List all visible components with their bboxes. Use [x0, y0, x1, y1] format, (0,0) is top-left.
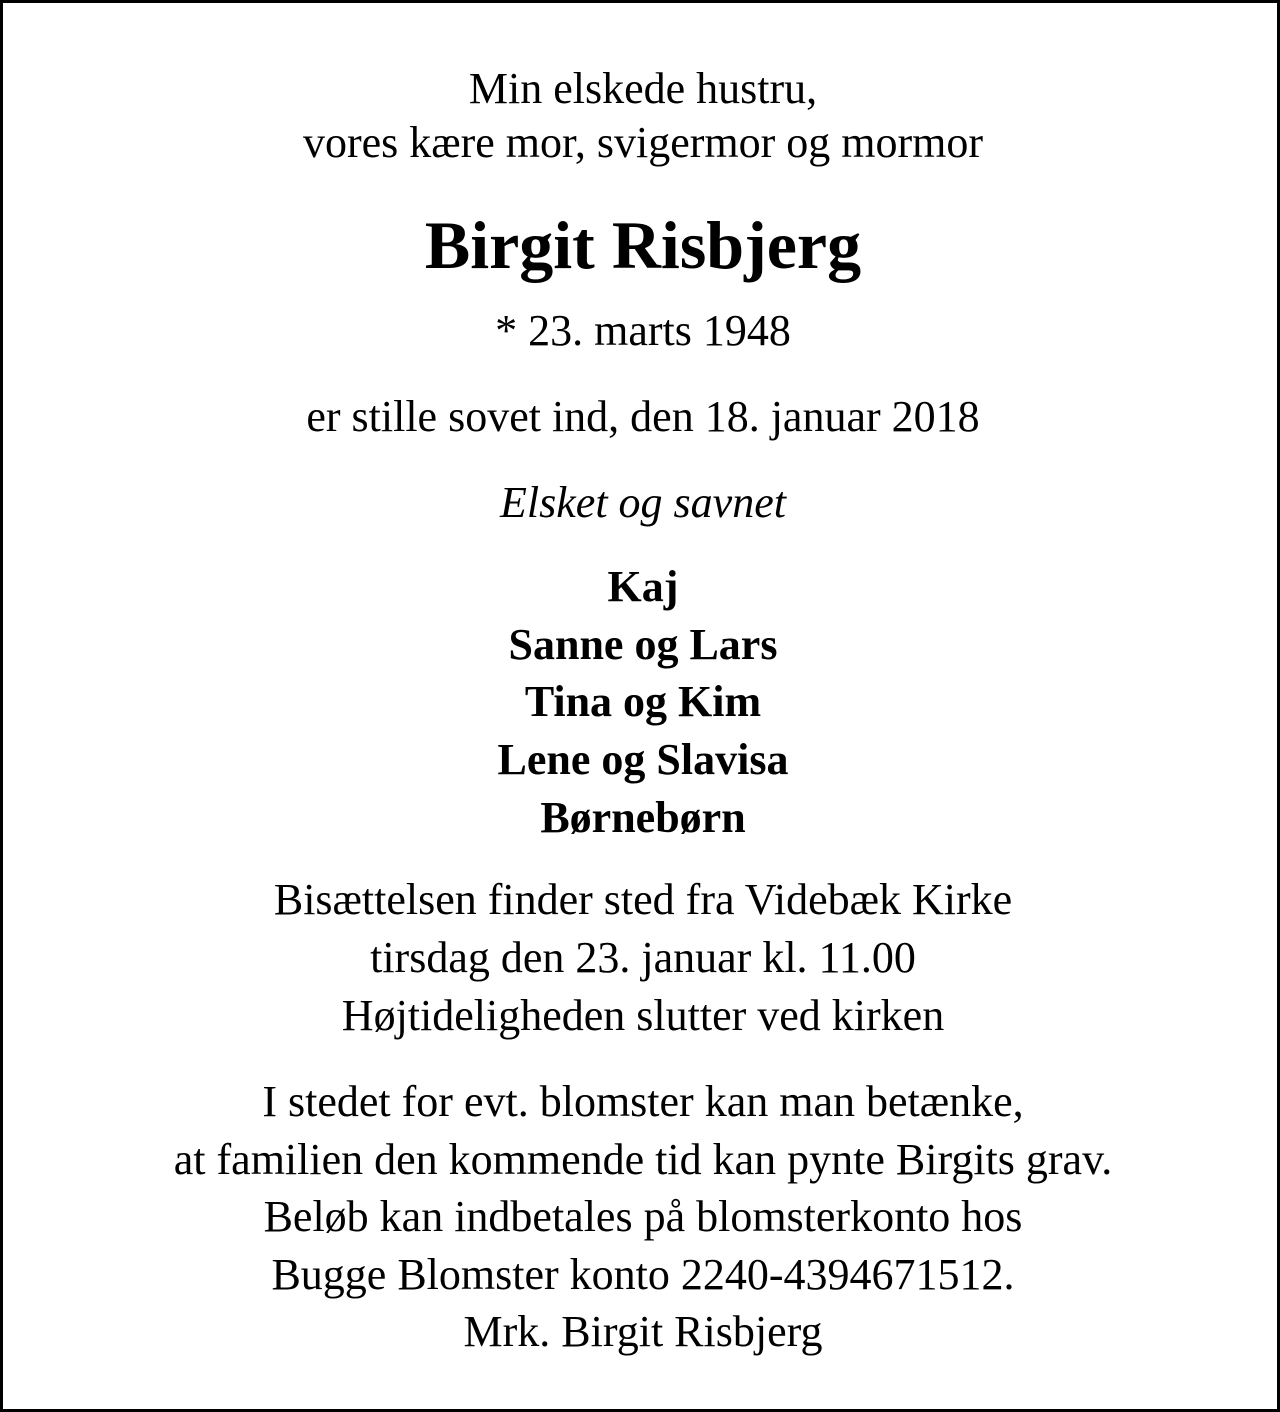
mourner-5: Børnebørn — [540, 793, 746, 842]
funeral-line-3: Højtideligheden slutter ved kirken — [341, 991, 945, 1040]
flowers-line-2: at familien den kommende tid kan pynte Birgits grav. — [173, 1135, 1113, 1184]
funeral-line-2: tirsdag den 23. januar kl. 11.00 — [370, 933, 916, 982]
mourner-3: Tina og Kim — [524, 677, 762, 726]
flowers-line-5: Mrk. Birgit Risbjerg — [463, 1307, 823, 1356]
mourner-2: Sanne og Lars — [508, 620, 778, 669]
intro-line-2: vores kære mor, svigermor og mormor — [302, 118, 984, 167]
motto: Elsket og savnet — [500, 478, 786, 527]
birth-date: * 23. marts 1948 — [495, 306, 791, 355]
funeral-line-1: Bisættelsen finder sted fra Videbæk Kirke — [273, 875, 1013, 924]
mourner-1: Kaj — [607, 562, 679, 611]
mourner-4: Lene og Slavisa — [497, 735, 789, 784]
flowers-line-1: I stedet for evt. blomster kan man betænke, — [262, 1077, 1024, 1126]
death-date: er stille sovet ind, den 18. januar 2018 — [306, 392, 980, 441]
intro-line-1: Min elskede hustru, — [468, 64, 818, 113]
flowers-line-4: Bugge Blomster konto 2240-4394671512. — [271, 1250, 1015, 1299]
deceased-name: Birgit Risbjerg — [424, 207, 862, 283]
flowers-line-3: Beløb kan indbetales på blomsterkonto hos — [263, 1192, 1023, 1241]
